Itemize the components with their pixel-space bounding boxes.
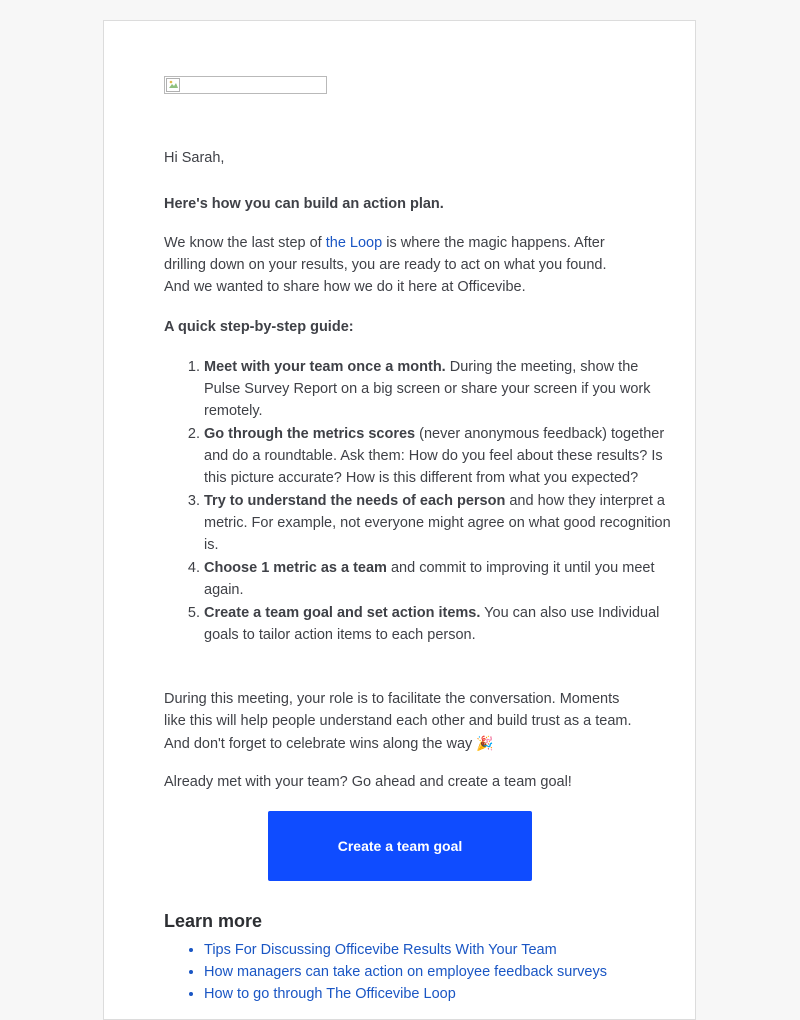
step-text: During the meeting, show the Pulse Survey Report on a big screen or share your screen if you work remotely. [204, 359, 651, 419]
facilitate-paragraph [164, 688, 634, 755]
intro-text-end: is where the magic happens. After drilling down on your results, you are ready to act on what you found. And we wanted to share how we do it here at Officevibe. [164, 235, 607, 295]
create-team-goal-label: Create a team goal [337, 838, 463, 854]
step-item [204, 557, 674, 601]
learn-more-link[interactable]: How managers can take action on employee feedback surveys [204, 964, 607, 980]
step-item [204, 602, 674, 646]
list-item [204, 961, 674, 983]
step-item [204, 356, 674, 422]
create-team-goal-button[interactable] [268, 811, 532, 881]
list-item [204, 939, 674, 961]
step-text: (never anonymous feedback) together and do a roundtable. Ask them: How do you feel about these results? Is this picture accurate? How is this different from what you expected? [204, 426, 665, 486]
intro-text-start: We know the last step of [164, 235, 326, 251]
learn-more-link[interactable]: Tips For Discussing Officevibe Results With Your Team [204, 942, 557, 958]
email-heading: Here's how you can build an action plan. [164, 196, 444, 212]
steps-list [164, 356, 674, 647]
step-text: You can also use Individual goals to tailor action items to each person. [204, 605, 660, 643]
step-item [204, 490, 674, 556]
already-met-text: Already met with your team? Go ahead and create a team goal! [164, 774, 572, 790]
broken-image-icon [166, 78, 180, 92]
party-popper-icon: 🎉 [476, 735, 494, 751]
step-title: Meet with your team once a month. [204, 359, 446, 375]
guide-heading: A quick step-by-step guide: [164, 319, 354, 335]
step-text: and how they interpret a metric. For example, not everyone might agree on what good recognition is. [204, 493, 671, 553]
the-loop-link[interactable]: the Loop [325, 235, 383, 251]
email-card [103, 20, 696, 1020]
greeting: Hi Sarah, [164, 150, 225, 166]
step-title: Choose 1 metric as a team [204, 560, 387, 576]
facilitate-text: During this meeting, your role is to facilitate the conversation. Moments like this will help people understand each other and build trust as a team. And don't forget to celebrate wins along the way [164, 691, 632, 752]
step-title: Go through the metrics scores [204, 426, 416, 442]
step-title: Try to understand the needs of each person [204, 493, 506, 509]
step-title: Create a team goal and set action items. [204, 605, 481, 621]
learn-more-list [164, 939, 674, 1005]
intro-paragraph [164, 232, 634, 298]
learn-more-link[interactable]: How to go through The Officevibe Loop [204, 986, 456, 1002]
step-item [204, 423, 674, 489]
list-item [204, 983, 674, 1005]
broken-logo-image [164, 76, 327, 94]
step-text: and commit to improving it until you meet again. [204, 560, 655, 598]
learn-more-heading: Learn more [164, 911, 263, 931]
